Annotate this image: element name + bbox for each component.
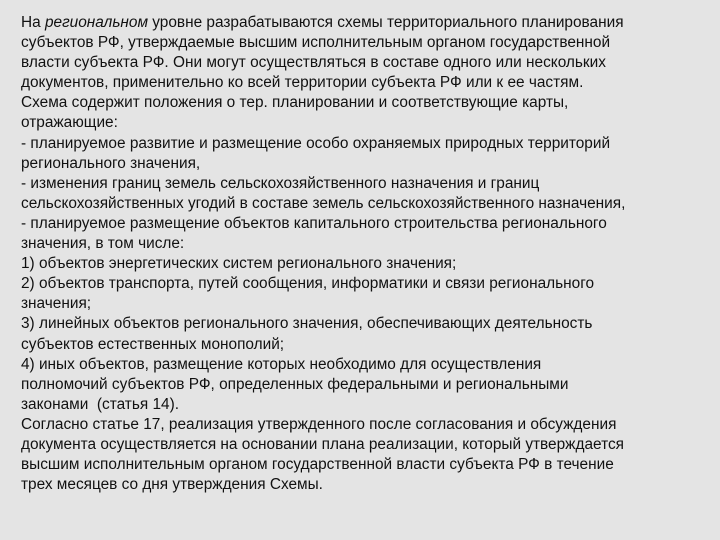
text-fragment: На: [21, 14, 45, 31]
text-line: - планируемое размещение объектов капитального строительства регионального: [21, 214, 607, 232]
italic-word: региональном: [44, 14, 148, 31]
text-line: отражающие:: [21, 114, 118, 132]
text-line: [21, 13, 701, 33]
text-line: 4) иных объектов, размещение которых необходимо для осуществления: [21, 355, 542, 373]
text-line: субъектов естественных монополий;: [21, 335, 285, 353]
text-line: трех месяцев со дня утверждения Схемы.: [21, 476, 323, 494]
text-line: сельскохозяйственных угодий в составе земель сельскохозяйственного назначения,: [21, 194, 626, 212]
body-text: [21, 13, 701, 495]
text-line: полномочий субъектов РФ, определенных федеральными и региональными: [21, 375, 569, 393]
text-line: документа осуществляется на основании плана реализации, который утверждается: [21, 435, 624, 453]
text-line: - изменения границ земель сельскохозяйственного назначения и границ: [21, 174, 540, 192]
text-line: власти субъекта РФ. Они могут осуществляться в составе одного или нескольких: [21, 54, 606, 72]
text-line: - планируемое развитие и размещение особо охраняемых природных территорий: [21, 134, 611, 152]
text-line: субъектов РФ, утверждаемые высшим исполнительным органом государственной: [21, 34, 611, 52]
text-line: 2) объектов транспорта, путей сообщения, информатики и связи регионального: [21, 275, 595, 293]
text-line: законами (статья 14).: [21, 395, 179, 413]
text-fragment: уровне разрабатываются схемы территориального планирования: [148, 14, 624, 31]
text-line: Схема содержит положения о тер. планировании и соответствующие карты,: [21, 94, 569, 112]
text-line: регионального значения,: [21, 154, 201, 172]
text-line: 1) объектов энергетических систем регионального значения;: [21, 255, 457, 273]
text-line: Согласно статье 17, реализация утвержденного после согласования и обсуждения: [21, 415, 617, 433]
text-line: значения;: [21, 295, 92, 313]
text-line: высшим исполнительным органом государственной власти субъекта РФ в течение: [21, 456, 614, 474]
text-line: значения, в том числе:: [21, 235, 185, 253]
text-line: документов, применительно ко всей территории субъекта РФ или к ее частям.: [21, 74, 584, 92]
text-line: 3) линейных объектов регионального значения, обеспечивающих деятельность: [21, 315, 593, 333]
